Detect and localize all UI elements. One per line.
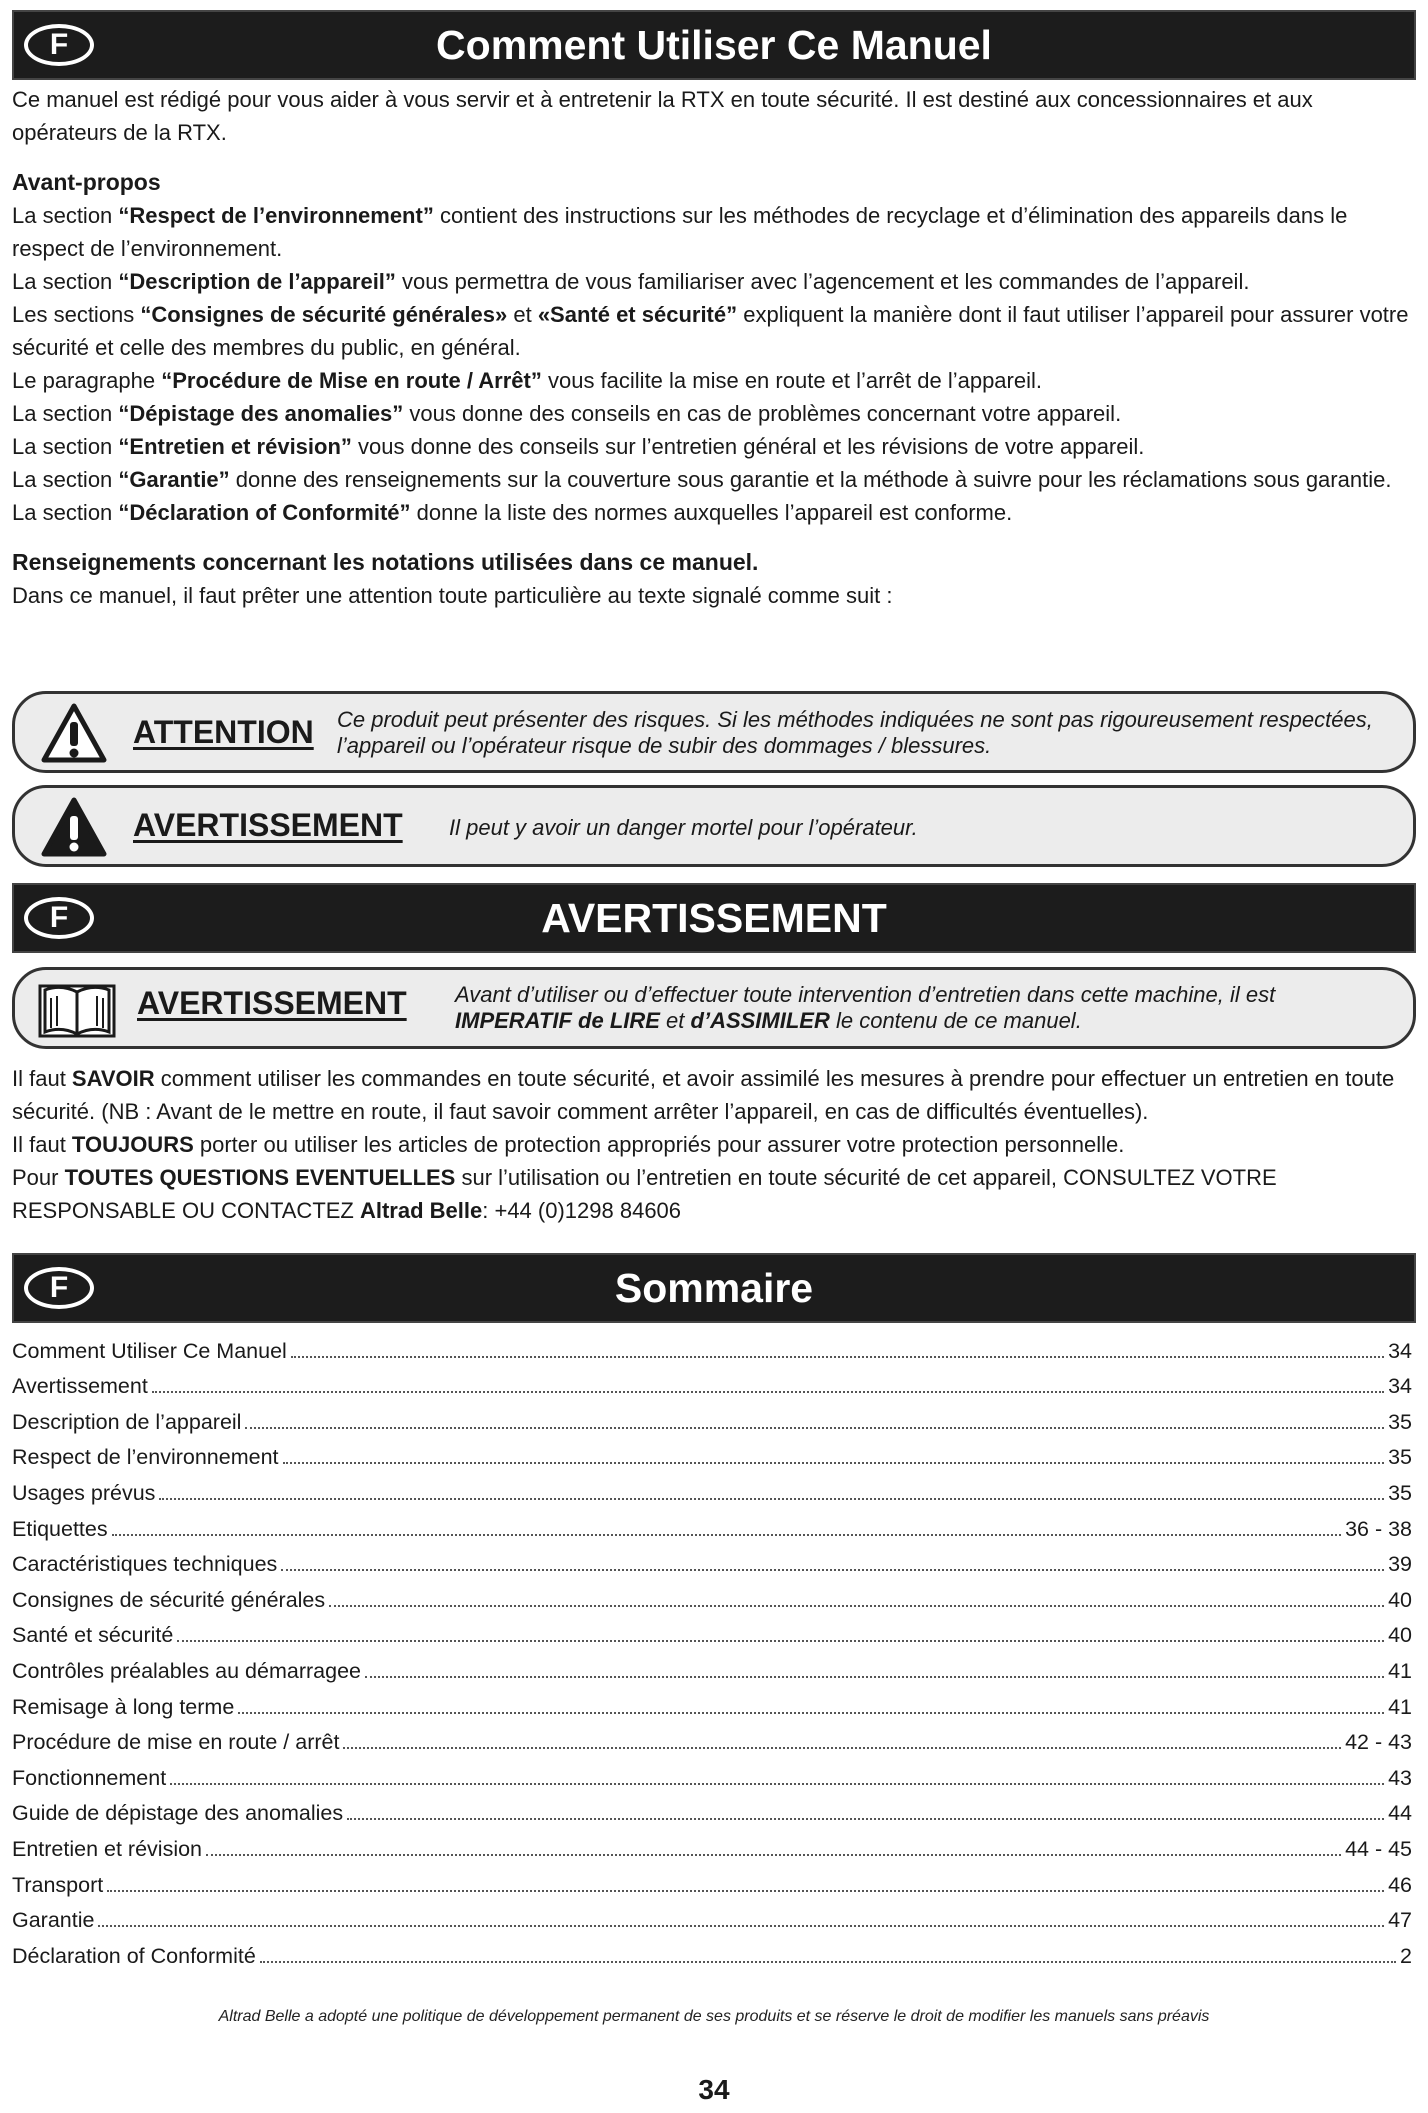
warning-banner [12,883,1416,953]
toc-row[interactable]: Respect de l’environnement 35 [12,1445,1412,1470]
warning-know-controls: Il faut SAVOIR comment utiliser les commandes en toute sécurité, et avoir assimilé les mesures à prendre pour effectuer un entretien en toute sécurité. (NB : Avant de le mettre en route, il faut savoir comment arrêter l’appareil, en cas de difficultés éventuelles). [12,1066,1395,1124]
toc-row[interactable]: Entretien et révision 44 - 45 [12,1836,1412,1861]
warning-note [12,785,1416,867]
section-desc-safety: Les sections “Consignes de sécurité générales» et «Santé et sécurité” expliquent la manière dont il faut utiliser l’appareil pour assurer votre sécurité et celle des membres du public, en général. [12,302,1409,360]
toc-row[interactable]: Transport 46 [12,1872,1412,1897]
toc-row[interactable]: Santé et sécurité 40 [12,1623,1412,1648]
open-book-icon [37,978,117,1040]
toc-row[interactable]: Guide de dépistage des anomalies 44 [12,1801,1412,1826]
intro-paragraph: Ce manuel est rédigé pour vous aider à vous servir et à entretenir la RTX en toute sécurité. Il est destiné aux concessionnaires et aux opérateurs de la RTX. [12,87,1313,145]
toc-row[interactable]: Remisage à long terme 41 [12,1694,1412,1719]
section-desc-machine: La section “Description de l’appareil” vous permettra de vous familiariser avec l’agencement et les commandes de l’appareil. [12,269,1250,294]
toc-row[interactable]: Procédure de mise en route / arrêt 42 - 43 [12,1730,1412,1755]
toc-row[interactable]: Fonctionnement 43 [12,1765,1412,1790]
manual-title-banner [12,10,1416,80]
section-desc-maintenance: La section “Entretien et révision” vous donne des conseils sur l’entretien général et les révisions de votre appareil. [12,434,1145,459]
footer-disclaimer: Altrad Belle a adopté une politique de développement permanent de ses produits et se réserve le droit de modifier les manuels sans préavis [218,2008,1210,2025]
warning-title: AVERTISSEMENT [541,895,887,941]
section-desc-conformity: La section “Déclaration of Conformité” donne la liste des normes auxquelles l’appareil est conforme. [12,500,1013,525]
intro-section [12,83,1412,612]
page-number: 34 [698,2074,730,2105]
table-of-contents [12,1331,1412,1972]
warning-label: AVERTISSEMENT [133,807,403,843]
toc-row[interactable]: Consignes de sécurité générales 40 [12,1587,1412,1612]
language-badge: F [24,897,94,939]
toc-row[interactable]: Description de l’appareil 35 [12,1409,1412,1434]
manual-title: Comment Utiliser Ce Manuel [436,22,992,68]
section-desc-startup: Le paragraphe “Procédure de Mise en route / Arrêt” vous facilite la mise en route et l’arrêt de l’appareil. [12,368,1042,393]
language-badge: F [24,24,94,66]
language-badge: F [24,1267,94,1309]
attention-text: Ce produit peut présenter des risques. Si les méthodes indiquées ne sont pas rigoureusement respectées, l’appareil ou l’opérateur risque de subir des dommages / blessures. [337,707,1373,758]
warning-protection: Il faut TOUJOURS porter ou utiliser les articles de protection appropriés pour assurer votre protection personnelle. [12,1132,1125,1157]
attention-note [12,691,1416,773]
warning-contact: Pour TOUTES QUESTIONS EVENTUELLES sur l’utilisation ou l’entretien en toute sécurité de cet appareil, CONSULTEZ VOTRE RESPONSABLE OU CONTACTEZ Altrad Belle: +44 (0)1298 84606 [12,1165,1277,1223]
toc-row[interactable]: Usages prévus 35 [12,1480,1412,1505]
contents-title: Sommaire [614,1265,814,1311]
read-manual-label: AVERTISSEMENT [137,985,407,1021]
toc-row[interactable]: Caractéristiques techniques 39 [12,1552,1412,1577]
toc-row[interactable]: Contrôles préalables au démarragee 41 [12,1658,1412,1683]
caution-triangle-icon [41,702,107,764]
notation-text: Dans ce manuel, il faut prêter une attention toute particulière au texte signalé comme suit : [12,583,893,608]
notation-heading: Renseignements concernant les notations utilisées dans ce manuel. [12,549,759,575]
warning-triangle-icon [41,796,107,858]
read-manual-text: Avant d’utiliser ou d’effectuer toute intervention d’entretien dans cette machine, il est IMPERATIF de LIRE et d’ASSIMILER le contenu de ce manuel. [455,982,1276,1033]
toc-row[interactable]: Garantie 47 [12,1908,1412,1933]
toc-row[interactable]: Comment Utiliser Ce Manuel 34 [12,1338,1412,1363]
read-manual-note [12,967,1416,1049]
contents-banner [12,1253,1416,1323]
toc-row[interactable]: Etiquettes 36 - 38 [12,1516,1412,1541]
foreword-heading: Avant-propos [12,169,161,195]
toc-row[interactable]: Déclaration of Conformité 2 [12,1943,1412,1968]
section-desc-warranty: La section “Garantie” donne des renseignements sur la couverture sous garantie et la méthode à suivre pour les réclamations sous garantie. [12,467,1392,492]
section-desc-troubleshooting: La section “Dépistage des anomalies” vous donne des conseils en cas de problèmes concernant votre appareil. [12,401,1122,426]
warning-text: Il peut y avoir un danger mortel pour l’opérateur. [449,815,918,840]
toc-row[interactable]: Avertissement 34 [12,1374,1412,1399]
attention-label: ATTENTION [133,714,314,750]
section-desc-environment: La section “Respect de l’environnement” contient des instructions sur les méthodes de recyclage et d’élimination des appareils dans le respect de l’environnement. [12,203,1348,261]
warning-body [12,1062,1412,1227]
